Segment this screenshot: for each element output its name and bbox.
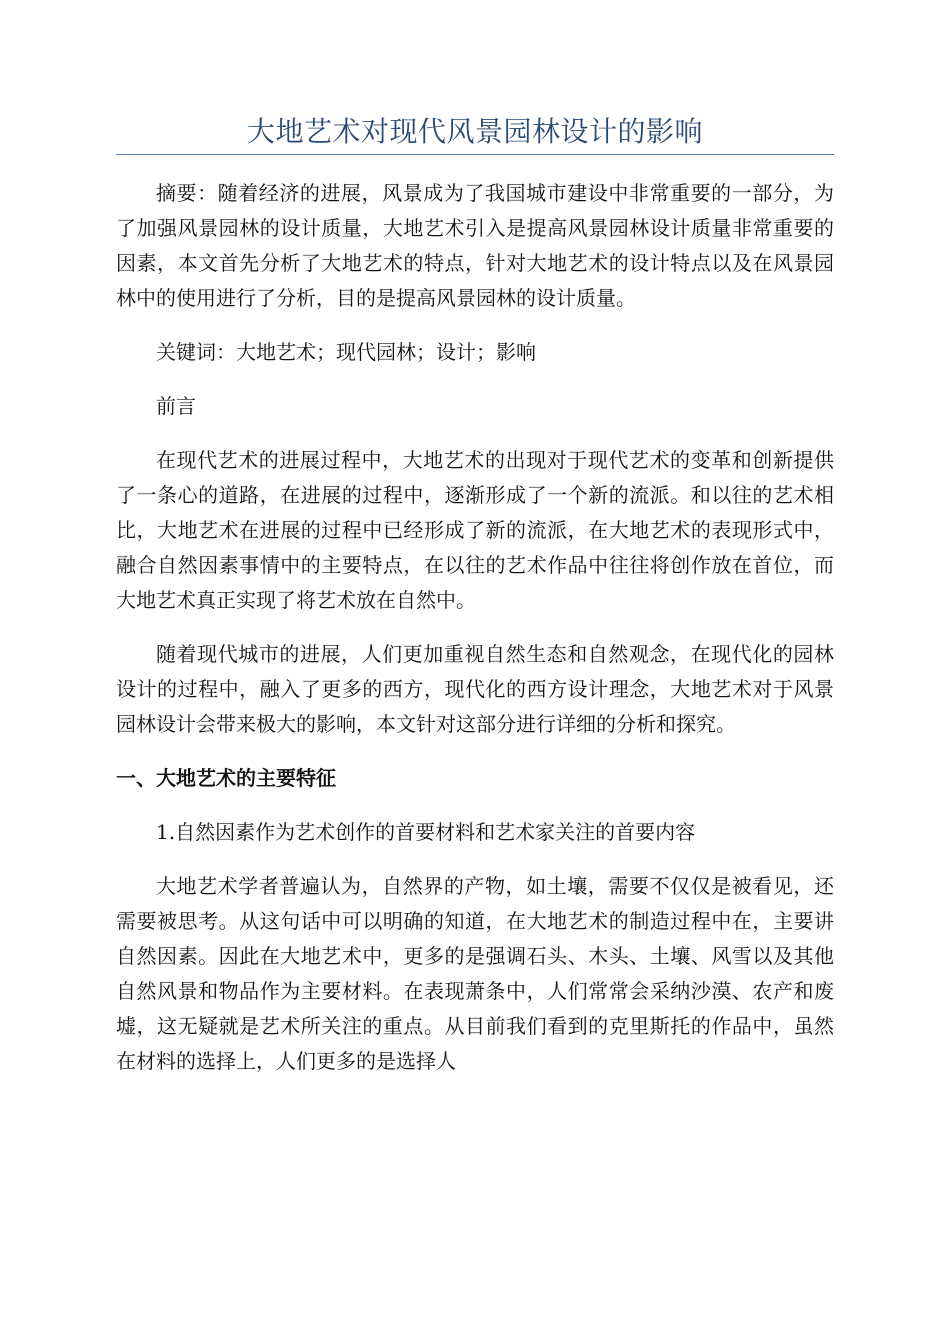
preface-paragraph-1: 在现代艺术的进展过程中，大地艺术的出现对于现代艺术的变革和创新提供了一条心的道路，在进展的过程中，逐渐形成了一个新的流派。和以往的艺术相比，大地艺术在进展的过程中已经形成了新的流派，在大地艺术的表现形式中，融合自然因素事情中的主要特点，在以往的艺术作品中往往将创作放在首位，而大地艺术真正实现了将艺术放在自然中。 — [116, 448, 834, 612]
title-underline — [116, 154, 834, 155]
section-1-paragraph-1: 大地艺术学者普遍认为，自然界的产物，如土壤，需要不仅仅是被看见，还需要被思考。从这句话中可以明确的知道，在大地艺术的制造过程中在，主要讲自然因素。因此在大地艺术中，更多的是强调石头、木头、土壤、风雪以及其他自然风景和物品作为主要材料。在表现萧条中，人们常常会采纳沙漠、农产和废墟，这无疑就是艺术所关注的重点。从目前我们看到的克里斯托的作品中，虽然在材料的选择上，人们更多的是选择人 — [116, 874, 834, 1073]
document-body — [116, 176, 834, 1079]
preface-heading: 前言 — [156, 394, 196, 418]
preface-paragraph-2: 随着现代城市的进展，人们更加重视自然生态和自然观念，在现代化的园林设计的过程中，融入了更多的西方，现代化的西方设计理念，大地艺术对于风景园林设计会带来极大的影响，本文针对这部分进行详细的分析和探究。 — [116, 642, 834, 736]
abstract-paragraph: 摘要：随着经济的进展，风景成为了我国城市建设中非常重要的一部分，为了加强风景园林的设计质量，大地艺术引入是提高风景园林设计质量非常重要的因素，本文首先分析了大地艺术的特点，针对大地艺术的设计特点以及在风景园林中的使用进行了分析，目的是提高风景园林的设计质量。 — [116, 181, 834, 310]
section-1-heading: 一、大地艺术的主要特征 — [116, 766, 336, 790]
keywords-paragraph: 关键词：大地艺术；现代园林；设计；影响 — [156, 340, 536, 364]
subsection-1-heading: 1.自然因素作为艺术创作的首要材料和艺术家关注的首要内容 — [156, 820, 696, 844]
document-title: 大地艺术对现代风景园林设计的影响 — [246, 115, 703, 148]
